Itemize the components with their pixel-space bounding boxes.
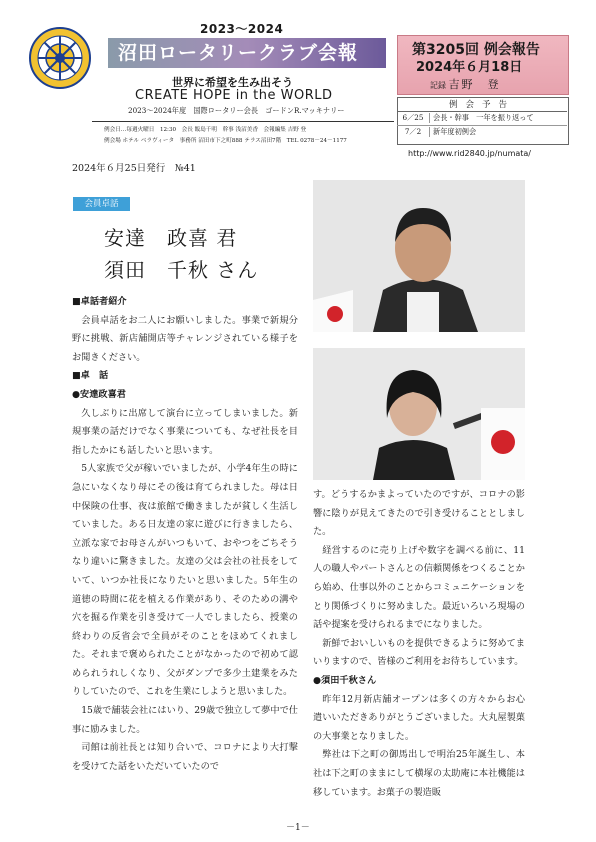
year-label: 2023～2024	[200, 22, 284, 36]
theme-line: 2023～2024年度 国際ロータリー会長 ゴードンR.マッキナリー	[128, 106, 345, 115]
schedule-row	[397, 113, 534, 123]
heading-intro: ■卓話者紹介	[72, 296, 127, 307]
heading-suda: ●須田千秋さん	[313, 674, 377, 686]
recorder-label: 記録	[430, 81, 446, 90]
meeting-info-1: 例会日…毎週火曜日 12:30 会長 飯島千明 幹事 浅沼美香 会報編集 吉野 登	[104, 127, 307, 133]
schedule-row	[397, 127, 476, 137]
section-tag: 会員卓話	[73, 197, 130, 211]
report-date: 2024年６月18日	[416, 60, 523, 75]
rotary-logo	[28, 26, 92, 90]
paragraph: 会員卓話をお二人にお願いしました。事業で新規分野に挑戦、新店舗開店等チャレンジされている様子をお聞きください。	[72, 314, 298, 363]
slogan-japanese: 世界に希望を生み出そう	[172, 76, 293, 89]
recorder-name: 吉野 登	[448, 78, 501, 91]
paragraph: 新鮮でおいしいものを提供できるように努めてまいりますので、皆様のご利用をお待ちしています。	[313, 637, 525, 668]
report-number: 第3205回 例会報告	[412, 42, 540, 58]
schedule-divider	[397, 125, 567, 126]
paragraph: 司館は前社長とは知り合いで、コロナにより大打撃を受けてた話をいただいていたので	[72, 742, 298, 772]
slogan-english: CREATE HOPE in the WORLD	[135, 88, 333, 103]
club-name-banner: 沼田ロータリークラブ会報	[108, 38, 386, 68]
speaker-name-2: 須田 千秋 さん	[104, 258, 259, 282]
paragraph: す。どうするかまよっていたのですが、コロナの影響に陰りが見えてきたので引き受けることとしました。	[313, 489, 525, 538]
schedule-date: 7／2	[397, 127, 430, 137]
club-url-link[interactable]: http://www.rid2840.jp/numata/	[408, 149, 532, 158]
paragraph: 経営するのに売り上げや数字を調べる前に、11人の職人やパートさんとの信頼関係をつくることから始め、仕事以外のことからコミュニケーションをとり関係づくりに努めました。最近いろいろ現場の話や提案を受けられるまでになりました。	[313, 544, 525, 631]
issue-line: 2024年６月25日発行 №41	[72, 163, 196, 174]
meeting-info-2: 例会場 ホテル ベラヴィータ 事務所 沼田市下之町888 テラス沼田7階 TEL 0278－24－1177	[104, 138, 347, 144]
paragraph: 15歳で舗装会社にはいり、29歳で独立して夢中で仕事に励みました。	[72, 705, 298, 735]
page-number: －1－	[286, 823, 310, 833]
speaker-name-1: 安達 政喜 君	[104, 226, 238, 250]
header-divider	[92, 121, 394, 122]
schedule-text: 新年度初例会	[433, 127, 477, 136]
paragraph: 昨年12月新店舗オープンは多くの方々からお心遣いいただきありがとうございました。大丸屋製菓の大事業となりました。	[313, 693, 525, 742]
speaker-photo-1	[313, 180, 525, 332]
speaker-photo-2	[313, 348, 525, 480]
paragraph: 弊社は下之町の御馬出しで明治25年誕生し、本社は下之町のままにして横塚の太助庵に本社機能は移しています。お菓子の製造販	[313, 749, 525, 798]
paragraph: 5人家族で父が稼いでいましたが、小学4年生の時に急にいなくなり母にその後は育てられました。母は日中保険の仕事、夜は旅館で働きましたが貧しく生活していました。ある日友達の家に遊びに行きましたら、立派な家でお母さんがいつもいて、おやつをごちそうなり違いに驚きました。友達の父は会社の社長をしていて、いつか社長になりたいと思いました。5年生の道徳の時間に花を植える作業があり、そのための溝や穴を掘る作業を引き受けて一人でしましたら、授業の終わりの反省会で全員がそのことをほめてくれました。それまで褒められたことがなかったので初めて認められうれしくなり、父がダンプで多少土建業をみたりしていたので、これを生業にしようと思いました。	[72, 463, 298, 698]
heading-adachi: ●安達政喜君	[72, 388, 126, 400]
paragraph: 久しぶりに出席して演台に立ってしまいました。新規事業の話だけでなく事業についても、なぜ社長を目指したかにも話したいと思います。	[72, 407, 298, 456]
schedule-title: 例会予告	[448, 100, 515, 110]
article-column-right	[313, 486, 525, 802]
recorder	[430, 76, 501, 92]
schedule-text: 会長・幹事 一年を振り返って	[433, 113, 534, 122]
schedule-date: 6／25	[397, 113, 430, 123]
schedule-divider	[397, 111, 567, 112]
heading-talk: ■卓 話	[72, 370, 109, 382]
article-column-left	[72, 293, 298, 776]
